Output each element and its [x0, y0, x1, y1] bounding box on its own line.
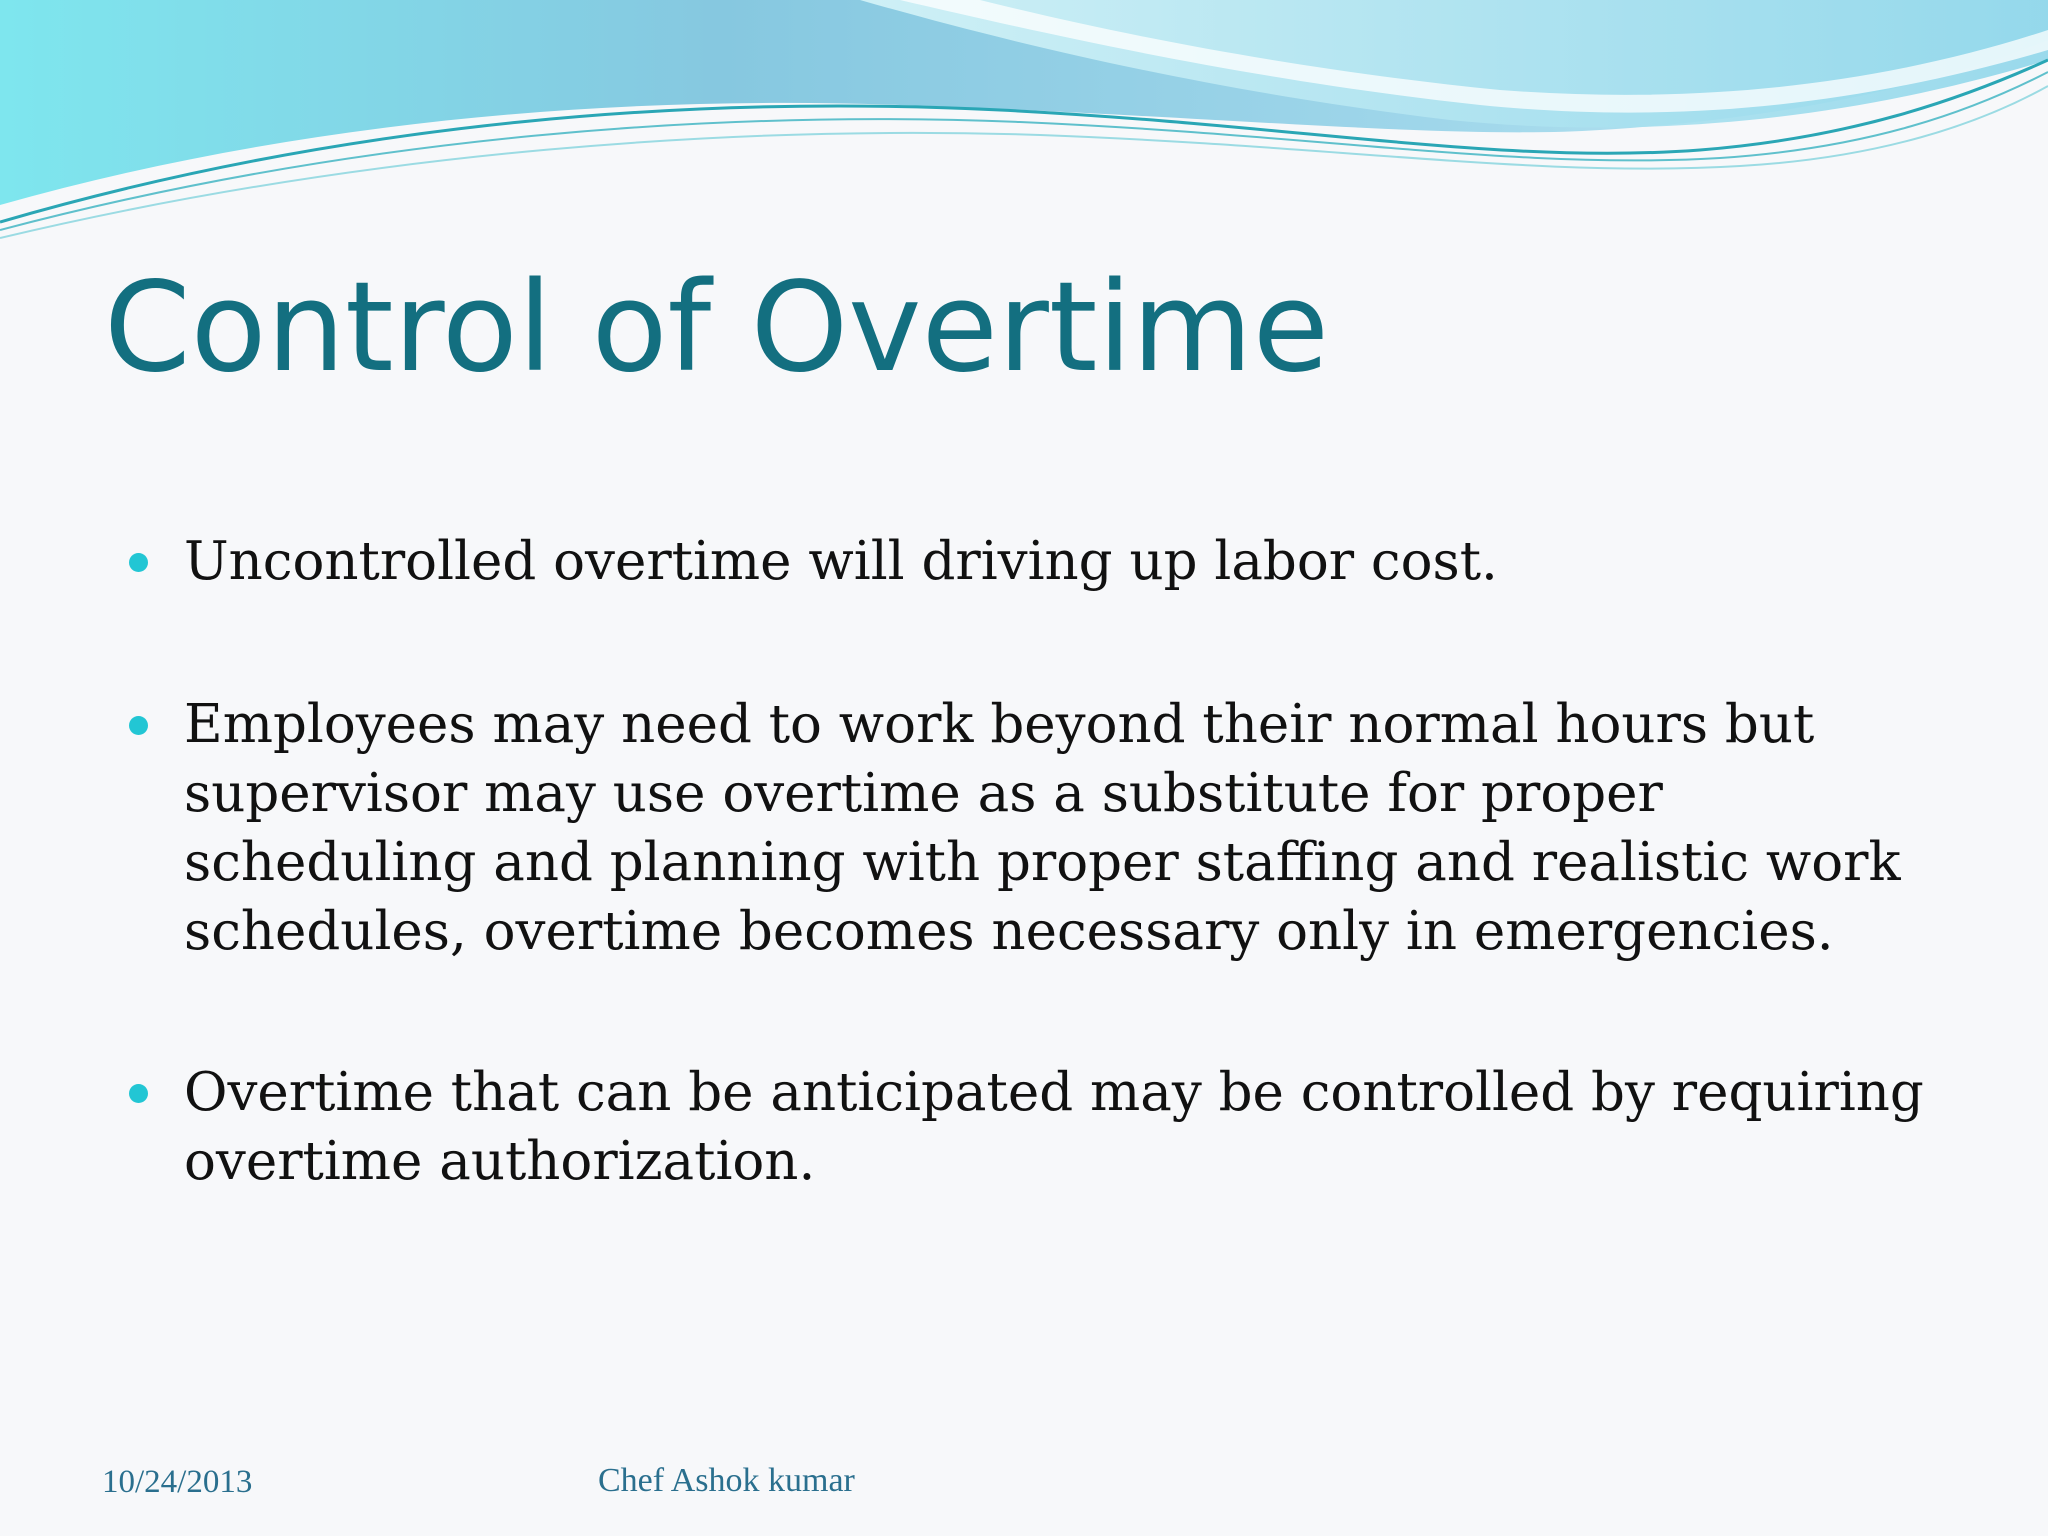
- bullet-text: Overtime that can be anticipated may be controlled by requiring overtime authorization.: [184, 1062, 1924, 1192]
- slide-title: Control of Overtime: [104, 256, 1329, 400]
- bullet-dot-icon: [129, 716, 148, 735]
- footer-date: 10/24/2013: [102, 1464, 253, 1500]
- bullet-text: Uncontrolled overtime will driving up labor cost.: [184, 531, 1498, 592]
- footer-author: Chef Ashok kumar: [598, 1462, 855, 1499]
- bullet-item: [184, 1058, 1944, 1196]
- bullet-dot-icon: [129, 1084, 148, 1103]
- bullet-item: [184, 690, 1944, 966]
- bullet-item: [184, 527, 1944, 596]
- header-wave-decoration: [0, 0, 2048, 240]
- bullet-text: Employees may need to work beyond their normal hours but supervisor may use overtime as a substitute for proper scheduling and planning with proper staffing and realistic work schedules, overtime becomes necessary only in emergencies.: [184, 694, 1901, 962]
- bullet-dot-icon: [129, 553, 148, 572]
